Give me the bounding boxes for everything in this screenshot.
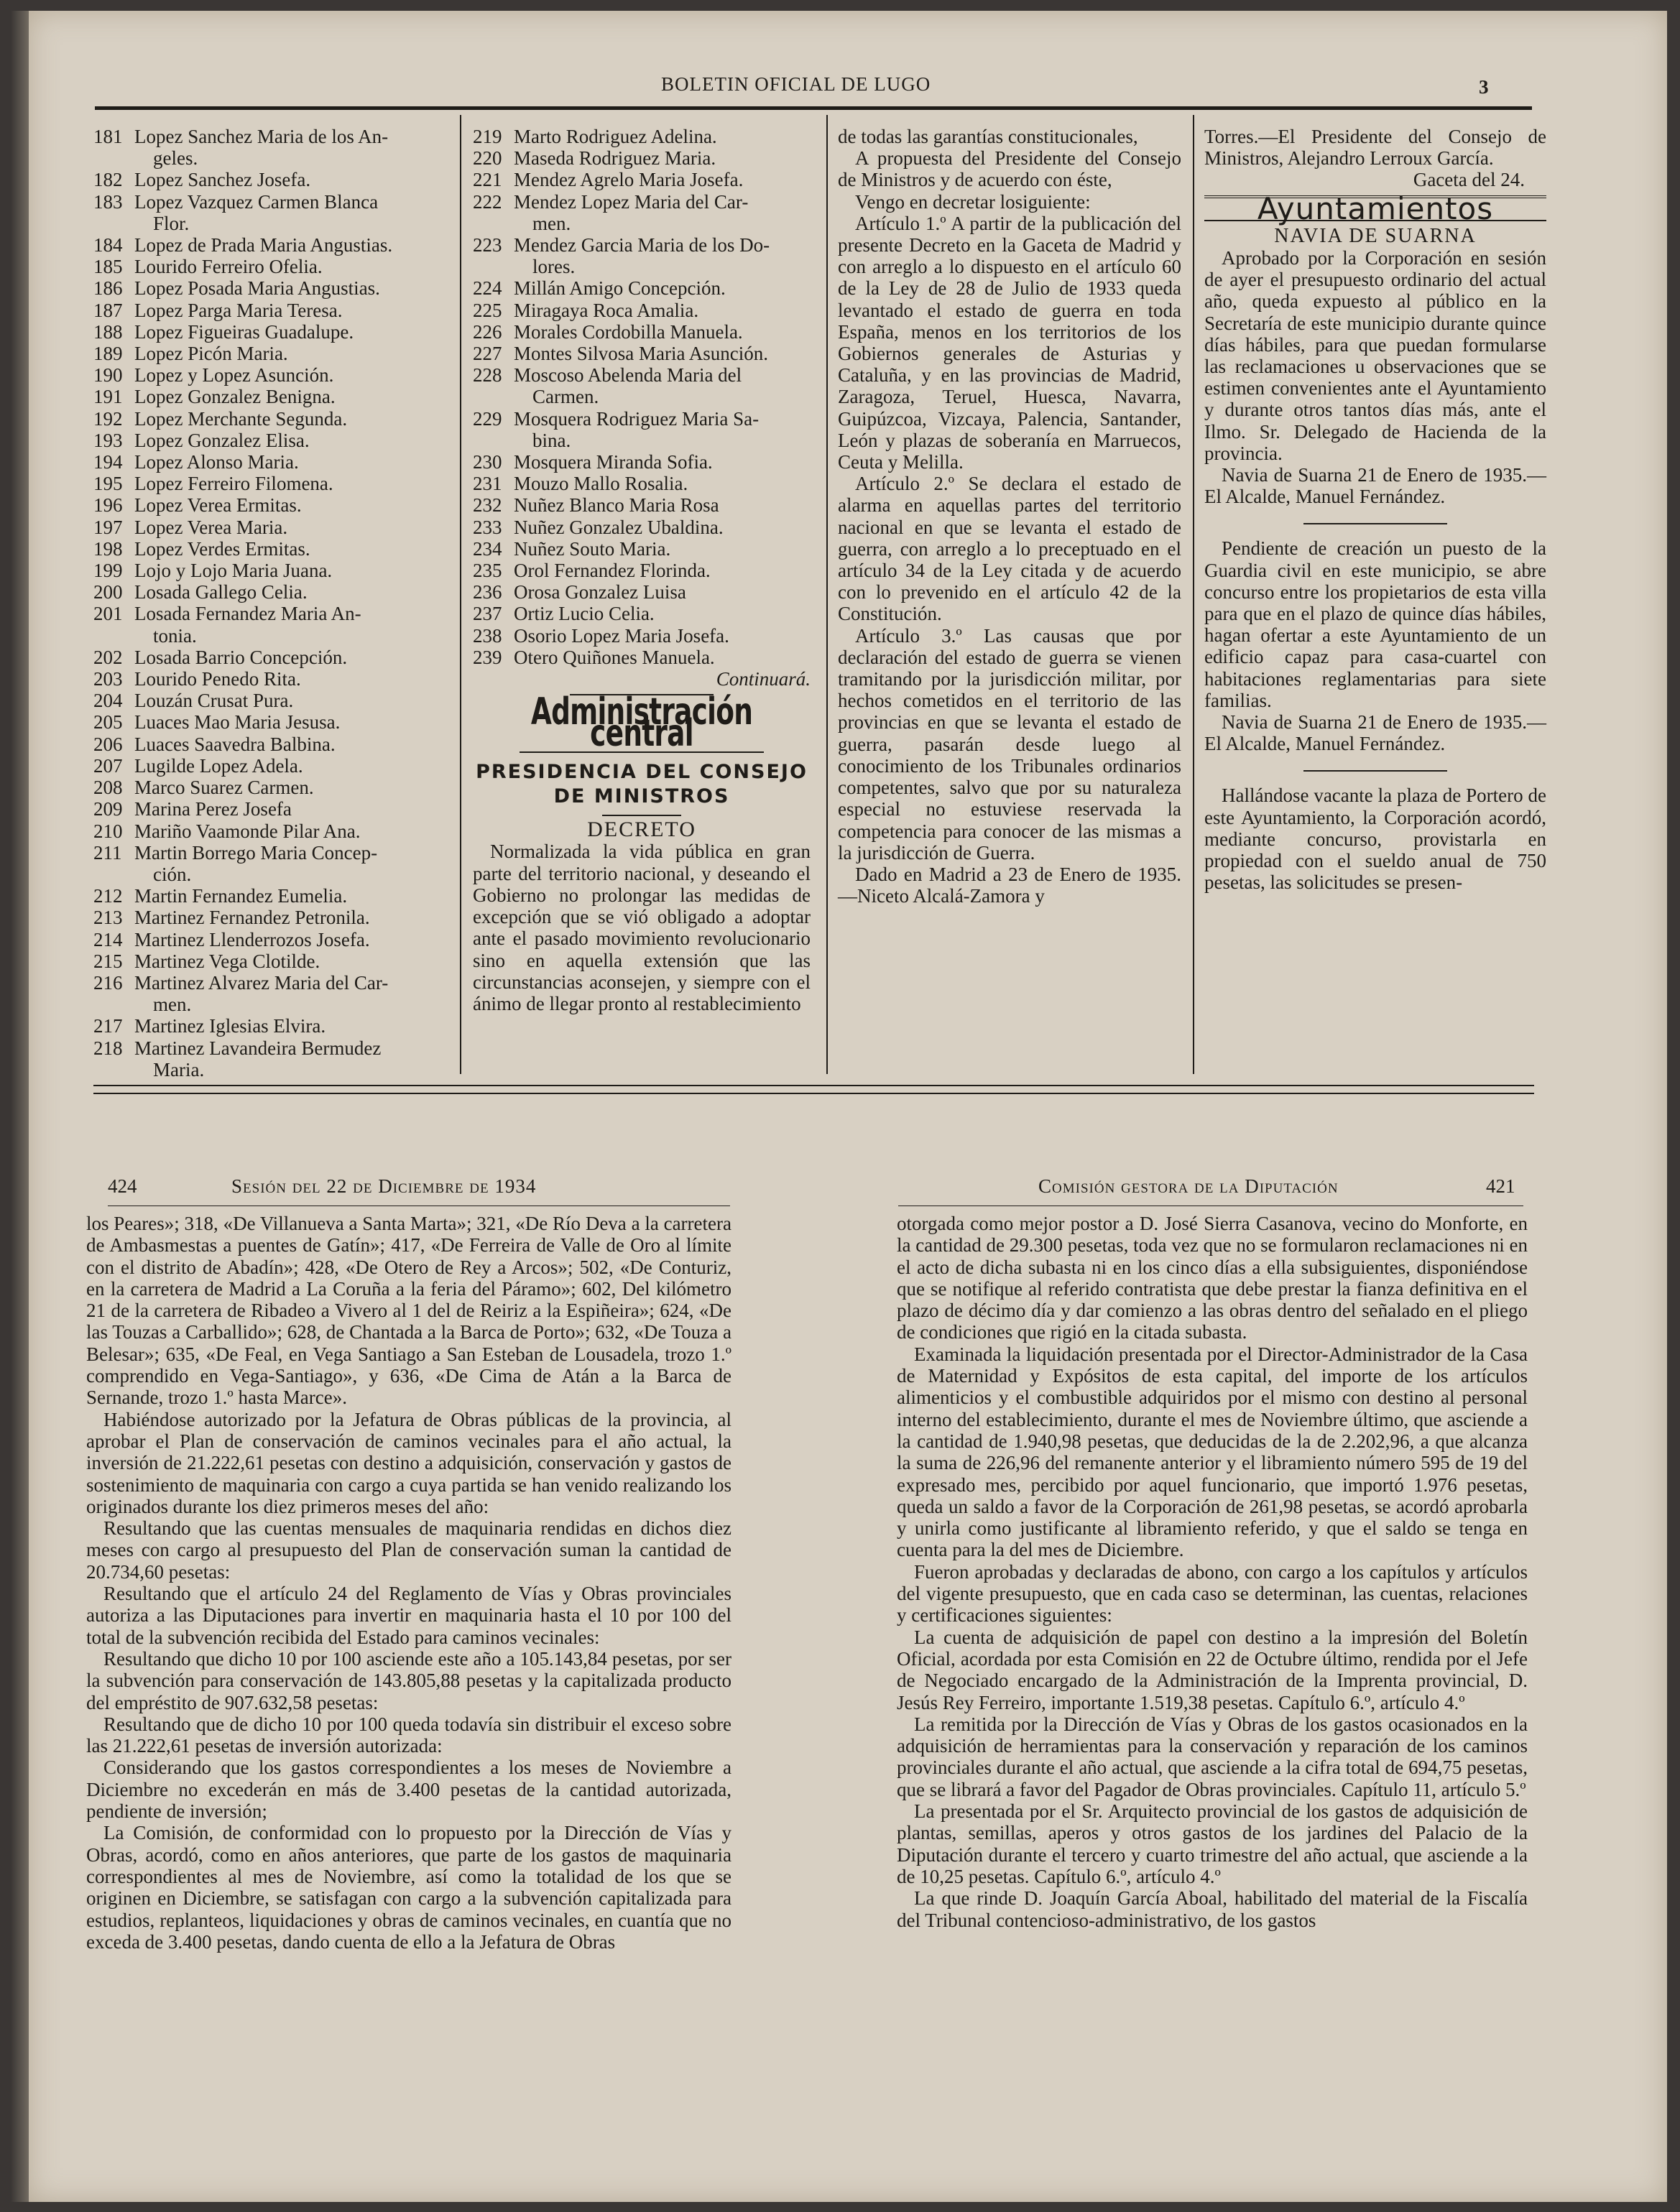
- list-item-name: lores.: [532, 256, 576, 278]
- list-item-name: Martinez Llenderrozos Josefa.: [134, 928, 370, 950]
- list-item-name: Orosa Gonzalez Luisa: [514, 581, 686, 603]
- decree-date: Dado en Madrid a 23 de Enero de 1935.—Niceto Alcalá-Zamora y: [838, 863, 1181, 907]
- list-item: [473, 213, 811, 234]
- list-item: [473, 364, 811, 386]
- column-2: [473, 126, 811, 1014]
- list-item-name: Maria.: [153, 1058, 205, 1080]
- list-item-number: 200: [93, 581, 123, 603]
- list-item-number: 206: [93, 733, 123, 755]
- list-item-number: [93, 625, 134, 647]
- list-item-name: ción.: [153, 863, 192, 885]
- list-item-name: Martinez Iglesias Elvira.: [134, 1015, 326, 1037]
- list-item: [93, 560, 446, 581]
- minutes-paragraph: Habiéndose autorizado por la Jefatura de Obras públicas de la provincia, al aprobar el Plan de conservación de caminos vecinales para el año actual, la inversión de 21.222,61 pesetas con destino a adquisición, conservación y gastos de sostenimiento de maquinaria con cargo a cuya partida se han venido realizando los originados durante los diez primeros meses del año:: [86, 1408, 731, 1517]
- minutes-paragraph: los Peares»; 318, «De Villanueva a Santa Marta»; 321, «De Río Deva a la carretera de Ambasmestas a puentes de Gatín»; 417, «De Ferreira de Valle de Oro al límite con el distrito de Abadín»; 428, «De Otero de Rey a Arcos»; 502, «De Conturiz, en la carretera de Madrid a La Coruña a la feria del Páramo»; 602, Del kilómetro 21 de la carretera de Ribadeo a Vivero al 1 del de Reiriz a la Espiñeira»; 624, «De las Touzas a Carballido»; 628, de Chantada a la Barca de Porto»; 632, «De Touza a Belesar»; 635, «De Feal, en Vega Santiago a San Esteban de Lousadela, trozo 1.º comprendido en Vega-Santiago», y 636, «De Cima de Atán a la Barca de Sernande, trozo 1.º hasta Marce».: [86, 1213, 731, 1409]
- list-item-name: Moscoso Abelenda Maria del: [514, 364, 742, 387]
- list-item-name: Nuñez Gonzalez Ubaldina.: [514, 516, 724, 538]
- minutes-paragraph: Resultando que las cuentas mensuales de maquinaria rendidas en dichos diez meses con cargo al presupuesto del Plan de conservación suman la cantidad de 20.734,60 pesetas:: [86, 1517, 731, 1583]
- list-item-name: Lugilde Lopez Adela.: [134, 754, 303, 777]
- list-item: [93, 364, 446, 386]
- list-item-name: Carmen.: [532, 386, 599, 408]
- list-item: [93, 647, 446, 668]
- list-item: [93, 907, 446, 928]
- column-3: [838, 126, 1181, 907]
- list-item: [473, 473, 811, 494]
- list-item-name: Marto Rodriguez Adelina.: [514, 126, 717, 147]
- list-item: [473, 625, 811, 647]
- section-title: Administración central: [530, 690, 753, 756]
- column-divider: [460, 115, 461, 1074]
- column-divider: [826, 115, 828, 1074]
- list-item-number: 184: [93, 234, 123, 256]
- list-item: [93, 169, 446, 190]
- list-item: [473, 169, 811, 190]
- list-item-name: Lopez de Prada Maria Angustias.: [134, 234, 393, 256]
- list-item-number: 228: [473, 364, 502, 387]
- list-item-number: 181: [93, 126, 123, 147]
- list-item-number: 218: [93, 1037, 123, 1059]
- list-item-name: Louzán Crusat Pura.: [134, 690, 294, 712]
- list-item: [473, 538, 811, 560]
- decree-paragraph: Normalizada la vida pública en gran parte del territorio nacional, y deseando el Gobierno no prolongar las medidas de excepción que se vió obligado a adoptar ante el pasado movimiento revolucionario sino en aquella extensión que las circunstancias aconsejen, y siempre con el ánimo de llegar pronto al restablecimiento: [473, 841, 811, 1014]
- list-item-number: 236: [473, 581, 502, 603]
- section-rule: [93, 1085, 1534, 1086]
- divider: [1303, 523, 1447, 524]
- list-item: [93, 755, 446, 777]
- list-item-number: 205: [93, 711, 123, 734]
- list-item: [93, 1037, 446, 1059]
- list-item-number: 223: [473, 234, 502, 256]
- list-item: [473, 451, 811, 473]
- list-item: [93, 711, 446, 733]
- list-item-number: 187: [93, 299, 123, 321]
- divider: [602, 815, 681, 816]
- list-item-name: Flor.: [153, 212, 190, 234]
- list-item: [473, 560, 811, 581]
- list-item-number: 192: [93, 407, 123, 430]
- list-item-number: 194: [93, 451, 123, 473]
- list-item-number: 182: [93, 169, 123, 191]
- list-item-number: [93, 147, 134, 169]
- column-divider: [1193, 115, 1194, 1074]
- list-item-number: 186: [93, 277, 123, 300]
- list-item-name: Morales Cordobilla Manuela.: [514, 320, 743, 343]
- minutes-paragraph: La Comisión, de conformidad con lo propuesto por la Dirección de Vías y Obras, acordó, como en años anteriores, que parte de los gastos de maquinaria correspondientes al mes de Noviembre, así como la totalidad de los que se originen en Diciembre, se satisfagan con cargo a la subvención capitalizada para estudios, replanteos, liquidaciones y obras de caminos vecinales, en cuantía que no exceda de 3.400 pesetas, dando cuenta de ello a la Jefatura de Obras: [86, 1822, 731, 1953]
- continuara-label: Continuará.: [716, 668, 811, 690]
- list-item-number: [93, 1059, 134, 1080]
- minutes-paragraph: La presentada por el Sr. Arquitecto provincial de los gastos de adquisición de plantas, semillas, aperos y otros gastos de los jardines del Palacio de la Diputación durante el tercero y cuarto trimestre del año actual, que asciende a la de 10,25 pesetas. Capítulo 6.º, artículo 4.º: [897, 1800, 1528, 1887]
- list-item-number: 195: [93, 473, 123, 495]
- list-item: [473, 517, 811, 538]
- list-item-name: Montes Silvosa Maria Asunción.: [514, 343, 768, 365]
- list-item: [93, 517, 446, 538]
- list-item-name: Miragaya Roca Amalia.: [514, 299, 699, 321]
- list-item-number: 225: [473, 299, 502, 321]
- list-item-name: Lopez Vazquez Carmen Blanca: [134, 190, 379, 213]
- list-item: [93, 842, 446, 864]
- list-item-number: 239: [473, 646, 502, 668]
- notice-paragraph: Aprobado por la Corporación en sesión de ayer el presupuesto ordinario del actual año, queda expuesto al público en la Secretaría de este municipio durante quince días hábiles, para que puedan formularse las reclamaciones u observaciones que se estimen convenientes ante el Ayuntamiento y durante otros tantos días más, ante el Ilmo. Sr. Delegado de Hacienda de la provincia.: [1204, 247, 1546, 464]
- minutes-paragraph: otorgada como mejor postor a D. José Sierra Casanova, vecino do Monforte, en la cantidad de 29.300 pesetas, toda vez que no se formularon reclamaciones ni en el acto de dicha subasta ni en los cinco días a ella subsiguientes, disponiéndose que se notifique al referido contratista que debe prestar la fianza definitiva en el plazo de décimo día y dar comienzo a las obras dentro del señalado en el pliego de condiciones que rigió en la citada subasta.: [897, 1213, 1528, 1343]
- left-page-number: 424: [108, 1175, 137, 1197]
- signature-paragraph: Torres.—El Presidente del Consejo de Ministros, Alejandro Lerroux García.: [1204, 126, 1546, 170]
- list-item-name: Lopez Alonso Maria.: [134, 451, 299, 473]
- list-item-name: Lopez Figueiras Guadalupe.: [134, 320, 354, 343]
- section-rule: [93, 1093, 1534, 1094]
- list-item-number: 193: [93, 429, 123, 451]
- list-item-number: 221: [473, 169, 502, 191]
- list-item-name: Otero Quiñones Manuela.: [514, 646, 715, 668]
- list-item-name: Losada Barrio Concepción.: [134, 646, 348, 668]
- list-item-name: Mosquera Rodriguez Maria Sa-: [514, 407, 760, 430]
- list-item: [473, 300, 811, 321]
- list-item-number: 217: [93, 1015, 123, 1037]
- list-item-number: [473, 430, 514, 451]
- minutes-paragraph: La remitida por la Dirección de Vías y Obras de los gastos ocasionados en la adquisición de herramientas para la conservación y reparación de los caminos provinciales durante el año actual, que asciende a la cifra total de 694,75 pesetas, que se librará a favor del Pagador de Obras provinciales. Capítulo 11, artículo 5.º: [897, 1713, 1528, 1800]
- list-item: [93, 451, 446, 473]
- list-item-name: Losada Fernandez Maria An-: [134, 603, 361, 625]
- list-item-number: 190: [93, 364, 123, 387]
- list-item-number: 196: [93, 494, 123, 517]
- list-item-number: 202: [93, 646, 123, 668]
- list-item-number: 199: [93, 560, 123, 582]
- notice-signature: Navia de Suarna 21 de Enero de 1935.—El Alcalde, Manuel Fernández.: [1204, 464, 1546, 508]
- list-item-name: Martin Fernandez Eumelia.: [134, 885, 348, 907]
- list-item-number: 213: [93, 907, 123, 929]
- list-item-number: 230: [473, 451, 502, 473]
- list-item-number: 210: [93, 820, 123, 842]
- list-item: [93, 213, 446, 234]
- list-item-number: 235: [473, 560, 502, 582]
- list-item-name: Maseda Rodriguez Maria.: [514, 147, 716, 170]
- list-item-number: [93, 994, 134, 1015]
- list-item-name: geles.: [153, 147, 198, 170]
- notice-signature: Navia de Suarna 21 de Enero de 1935.—El Alcalde, Manuel Fernández.: [1204, 711, 1546, 755]
- list-item: [93, 147, 446, 169]
- list-item-number: 211: [93, 841, 122, 864]
- list-item: [93, 408, 446, 430]
- list-item: [93, 1059, 446, 1080]
- list-item-name: Nuñez Souto Maria.: [514, 537, 671, 560]
- list-item-number: 220: [473, 147, 502, 170]
- list-item: [93, 321, 446, 343]
- decree-paragraph: de todas las garantías constitucionales,: [838, 126, 1138, 147]
- list-item-name: Lopez Verea Maria.: [134, 516, 288, 538]
- minutes-paragraph: La que rinde D. Joaquín García Aboal, habilitado del material de la Fiscalía del Tribunal contencioso-administrativo, de los gastos: [897, 1887, 1528, 1931]
- list-item-number: 208: [93, 777, 123, 799]
- list-item: [93, 191, 446, 213]
- list-item: [473, 430, 811, 451]
- list-item-name: Lourido Penedo Rita.: [134, 668, 301, 690]
- list-item: [473, 321, 811, 343]
- list-item-name: Mouzo Mallo Rosalia.: [514, 473, 688, 495]
- list-item-number: 226: [473, 320, 502, 343]
- list-item-name: Marina Perez Josefa: [134, 798, 292, 820]
- list-item: [473, 343, 811, 364]
- list-item-name: men.: [153, 994, 192, 1016]
- list-item-name: Lopez y Lopez Asunción.: [134, 364, 334, 387]
- article-3: Artículo 3.º Las causas que por declaración del estado de guerra se vienen tramitando por la jurisdicción militar, por hechos cometidos en el territorio de las provincias en que se levanta el estado de guerra, pasarán desde luego al conocimiento de los Tribunales ordinarios competentes, salvo que por su naturaleza especial no estuviese reservada la competencia para conocer de las mismas a la jurisdicción de Guerra.: [838, 624, 1181, 864]
- list-item-number: 198: [93, 537, 123, 560]
- list-item-name: Lopez Gonzalez Elisa.: [134, 429, 310, 451]
- list-item-number: 222: [473, 190, 502, 213]
- list-item: [473, 408, 811, 430]
- list-item-number: 185: [93, 256, 123, 278]
- list-item-name: Martinez Vega Clotilde.: [134, 950, 320, 972]
- divider: [1303, 770, 1447, 772]
- list-item: [93, 1015, 446, 1037]
- list-item-name: Osorio Lopez Maria Josefa.: [514, 624, 729, 647]
- list-item: [93, 668, 446, 690]
- list-item: [473, 494, 811, 516]
- list-item: [93, 864, 446, 885]
- list-item: [93, 538, 446, 560]
- list-item-name: Lopez Ferreiro Filomena.: [134, 473, 333, 495]
- list-item-name: Lopez Verea Ermitas.: [134, 494, 302, 517]
- list-item: [93, 929, 446, 950]
- list-item: [473, 581, 811, 603]
- header-title: BOLETIN OFICIAL DE LUGO: [661, 73, 931, 95]
- decree-paragraph: Vengo en decretar losiguiente:: [855, 190, 1091, 213]
- list-item: [93, 734, 446, 755]
- list-item-name: Lopez Sanchez Josefa.: [134, 169, 311, 191]
- list-item: [93, 581, 446, 603]
- list-item: [473, 603, 811, 624]
- list-item-number: [93, 864, 134, 885]
- column-4: [1204, 126, 1546, 894]
- list-item: [93, 234, 446, 256]
- list-item: [93, 343, 446, 364]
- list-item-name: Lopez Gonzalez Benigna.: [134, 386, 336, 408]
- municipality-heading: NAVIA DE SUARNA: [1274, 224, 1477, 247]
- list-item-number: 238: [473, 624, 502, 647]
- section-title-ayuntamientos: Ayuntamientos: [1257, 190, 1494, 226]
- left-running-header: Sesión del 22 de Diciembre de 1934: [231, 1175, 537, 1197]
- list-item-name: Mendez Lopez Maria del Car-: [514, 190, 749, 213]
- list-item-name: Mariño Vaamonde Pilar Ana.: [134, 820, 361, 842]
- minutes-paragraph: La cuenta de adquisición de papel con destino a la impresión del Boletín Oficial, acordada por esta Comisión en 22 de Octubre último, rendida por el Jefe de Negociado encargado de la Administración de la Imprenta provincial, D. Jesús Rey Ferreiro, importante 1.519,38 pesetas. Capítulo 6.º, artículo 4.º: [897, 1626, 1528, 1713]
- list-item-name: Lopez Posada Maria Angustias.: [134, 277, 380, 300]
- list-item-number: 189: [93, 343, 123, 365]
- list-item-name: Martin Borrego Maria Concep-: [134, 841, 378, 864]
- list-item-name: Lopez Picón Maria.: [134, 343, 288, 365]
- list-item-name: Lopez Sanchez Maria de los An-: [134, 126, 389, 147]
- minutes-paragraph: Resultando que dicho 10 por 100 asciende este año a 105.143,84 pesetas, por ser la subvención para conservación de 143.805,88 pesetas y la capitalizada producto del empréstito de 907.632,58 pesetas:: [86, 1647, 731, 1713]
- minutes-right-column: [897, 1213, 1528, 1931]
- list-item-number: 188: [93, 320, 123, 343]
- minutes-paragraph: Resultando que de dicho 10 por 100 queda todavía sin distribuir el exceso sobre las 21.222,61 pesetas de inversión autorizada:: [86, 1713, 731, 1757]
- list-item-name: Millán Amigo Concepción.: [514, 277, 726, 300]
- minutes-left-column: [86, 1213, 731, 1953]
- list-item: [93, 473, 446, 494]
- list-item: [473, 647, 811, 668]
- list-item: [93, 950, 446, 972]
- list-item-number: 214: [93, 928, 123, 950]
- list-item: [473, 191, 811, 213]
- list-item-name: Lopez Parga Maria Teresa.: [134, 299, 343, 321]
- list-item-name: bina.: [532, 429, 571, 451]
- list-item-number: 207: [93, 754, 123, 777]
- list-item-name: Lopez Merchante Segunda.: [134, 407, 348, 430]
- list-item-number: 227: [473, 343, 502, 365]
- list-item: [93, 126, 446, 147]
- list-item-name: Martinez Alvarez Maria del Car-: [134, 971, 389, 994]
- list-item-number: [473, 256, 514, 277]
- list-item: [93, 386, 446, 407]
- list-item-number: 203: [93, 668, 123, 690]
- header-rule: [95, 106, 1532, 110]
- section-title-wrap: [473, 690, 811, 756]
- ministry-heading: PRESIDENCIA DEL CONSEJO DE MINISTROS: [476, 761, 808, 808]
- right-running-header: Comisión gestora de la Diputación: [1038, 1175, 1339, 1197]
- list-item-number: 233: [473, 516, 502, 538]
- list-item-name: Marco Suarez Carmen.: [134, 777, 314, 799]
- name-list-column-1: [93, 126, 446, 1080]
- list-item-name: Orol Fernandez Florinda.: [514, 560, 711, 582]
- list-item: [93, 603, 446, 624]
- list-item-name: Lojo y Lojo Maria Juana.: [134, 560, 333, 582]
- list-item: [93, 300, 446, 321]
- list-item-number: 237: [473, 603, 502, 625]
- list-item-name: Ortiz Lucio Celia.: [514, 603, 655, 625]
- minutes-paragraph: Fueron aprobadas y declaradas de abono, con cargo a los capítulos y artículos del vigente presupuesto, que en cada caso se determinan, las cuentas, relaciones y certificaciones siguientes:: [897, 1560, 1528, 1626]
- page-number: 3: [1479, 76, 1490, 98]
- list-item-number: 224: [473, 277, 502, 300]
- list-item-name: Martinez Fernandez Petronila.: [134, 907, 370, 929]
- article-2: Artículo 2.º Se declara el estado de alarma en aquellas partes del territorio nacional en que se levanta el estado de guerra, con arreglo a lo preceptuado en el artículo 34 de la Ley citada y de acuerdo con lo prevenido en el artículo 42 de la Constitución.: [838, 473, 1181, 625]
- list-item: [93, 820, 446, 842]
- list-item-name: Lourido Ferreiro Ofelia.: [134, 256, 323, 278]
- list-item-number: 219: [473, 126, 502, 147]
- right-page-number: 421: [1486, 1175, 1515, 1197]
- list-item-number: [93, 213, 134, 234]
- decreto-heading: DECRETO: [587, 818, 696, 842]
- list-item-name: men.: [532, 212, 571, 234]
- list-item-number: 215: [93, 950, 123, 972]
- list-item: [473, 234, 811, 256]
- decree-paragraph: A propuesta del Presidente del Consejo de Ministros y de acuerdo con éste,: [838, 147, 1181, 191]
- list-item-number: 229: [473, 407, 502, 430]
- list-item: [473, 147, 811, 169]
- list-item: [473, 386, 811, 407]
- list-item-number: 216: [93, 971, 123, 994]
- list-item-number: 201: [93, 603, 123, 625]
- name-list-column-2: [473, 126, 811, 668]
- list-item-number: 183: [93, 190, 123, 213]
- list-item: [93, 277, 446, 299]
- list-item-number: 209: [93, 798, 123, 820]
- list-item-name: Mendez Agrelo Maria Josefa.: [514, 169, 744, 191]
- list-item: [93, 494, 446, 516]
- list-item-name: Mosquera Miranda Sofia.: [514, 451, 713, 473]
- list-item-number: 191: [93, 386, 123, 408]
- list-item: [473, 256, 811, 277]
- list-item-name: tonia.: [153, 624, 197, 647]
- list-item: [473, 277, 811, 299]
- list-item-number: 232: [473, 494, 502, 517]
- list-item: [93, 430, 446, 451]
- list-item: [93, 798, 446, 820]
- minutes-paragraph: Resultando que el artículo 24 del Reglamento de Vías y Obras provinciales autoriza a las Diputaciones para invertir en maquinaria hasta el 10 por 100 del total de la subvención recibida del Estado para caminos vecinales:: [86, 1583, 731, 1648]
- list-item-name: Lopez Verdes Ermitas.: [134, 537, 310, 560]
- list-item-number: 234: [473, 537, 502, 560]
- list-item: [93, 690, 446, 711]
- list-item-number: [473, 213, 514, 234]
- notice-paragraph: Pendiente de creación un puesto de la Guardia civil en este municipio, se abre concurso entre los propietarios de esta villa para que en el plazo de quince días hábiles, hagan ofertar a este Ayuntamiento de un edificio capaz para casa-cuartel con habitaciones reglamentarias para siete familias.: [1204, 537, 1546, 711]
- list-item-name: Mendez Garcia Maria de los Do-: [514, 234, 770, 256]
- notice-paragraph: Hallándose vacante la plaza de Portero de este Ayuntamiento, la Corporación acordó, mediante concurso, provistarla en propiedad con el sueldo anual de 750 pesetas, las solicitudes se presen-: [1204, 785, 1546, 894]
- list-item-name: Nuñez Blanco Maria Rosa: [514, 494, 719, 517]
- list-item-number: [473, 386, 514, 407]
- list-item: [93, 972, 446, 994]
- list-item: [93, 994, 446, 1015]
- minutes-paragraph: Examinada la liquidación presentada por el Director-Administrador de la Casa de Maternidad y Expósitos de esta capital, del importe de los artículos alimenticios y el combustible adquiridos por el mismo con destino al personal interno del establecimiento, durante el mes de Noviembre último, que asciende a la cantidad de 1.940,98 pesetas, que deducidas de la de 2.202,96, a que alcanza la suma de 226,96 del remanente anterior y el libramiento número 595 de 19 del expresado mes, percibido por aquel funcionario, que importó 1.976 pesetas, queda un saldo a favor de la Corporación de 261,98 pesetas, se acordó aprobarla y unirla como justificante al libramiento referido, y que el saldo se tenga en cuenta para la del mes de Diciembre.: [897, 1343, 1528, 1561]
- list-item: [93, 777, 446, 798]
- list-item-name: Losada Gallego Celia.: [134, 581, 308, 603]
- list-item-number: 212: [93, 885, 123, 907]
- list-item: [93, 256, 446, 277]
- gaceta-ref: Gaceta del 24.: [1413, 169, 1525, 191]
- list-item-name: Luaces Saavedra Balbina.: [134, 733, 336, 755]
- list-item: [93, 625, 446, 647]
- list-item-name: Luaces Mao Maria Jesusa.: [134, 711, 341, 734]
- list-item-number: 197: [93, 516, 123, 538]
- list-item-number: 231: [473, 473, 502, 495]
- list-item: [93, 885, 446, 907]
- minutes-paragraph: Considerando que los gastos correspondientes a los meses de Noviembre a Diciembre no excederán en más de 3.400 pesetas de la cantidad autorizada, pendiente de inversión;: [86, 1757, 731, 1823]
- list-item-number: 204: [93, 690, 123, 712]
- list-item: [473, 126, 811, 147]
- article-1: Artículo 1.º A partir de la publicación del presente Decreto en la Gaceta de Madrid y con arreglo a lo dispuesto en el artículo 60 de la Ley de 28 de Julio de 1933 queda levantado el estado de guerra en toda España, menos en los territorios de los Gobiernos generales de Asturias y Cataluña, y en las provincias de Madrid, Zaragoza, Teruel, Huesca, Navarra, Guipúzcoa, Vizcaya, Palencia, Santander, León y plazas de soberanía en Marruecos, Ceuta y Melilla.: [838, 212, 1181, 473]
- list-item-name: Martinez Lavandeira Bermudez: [134, 1037, 382, 1059]
